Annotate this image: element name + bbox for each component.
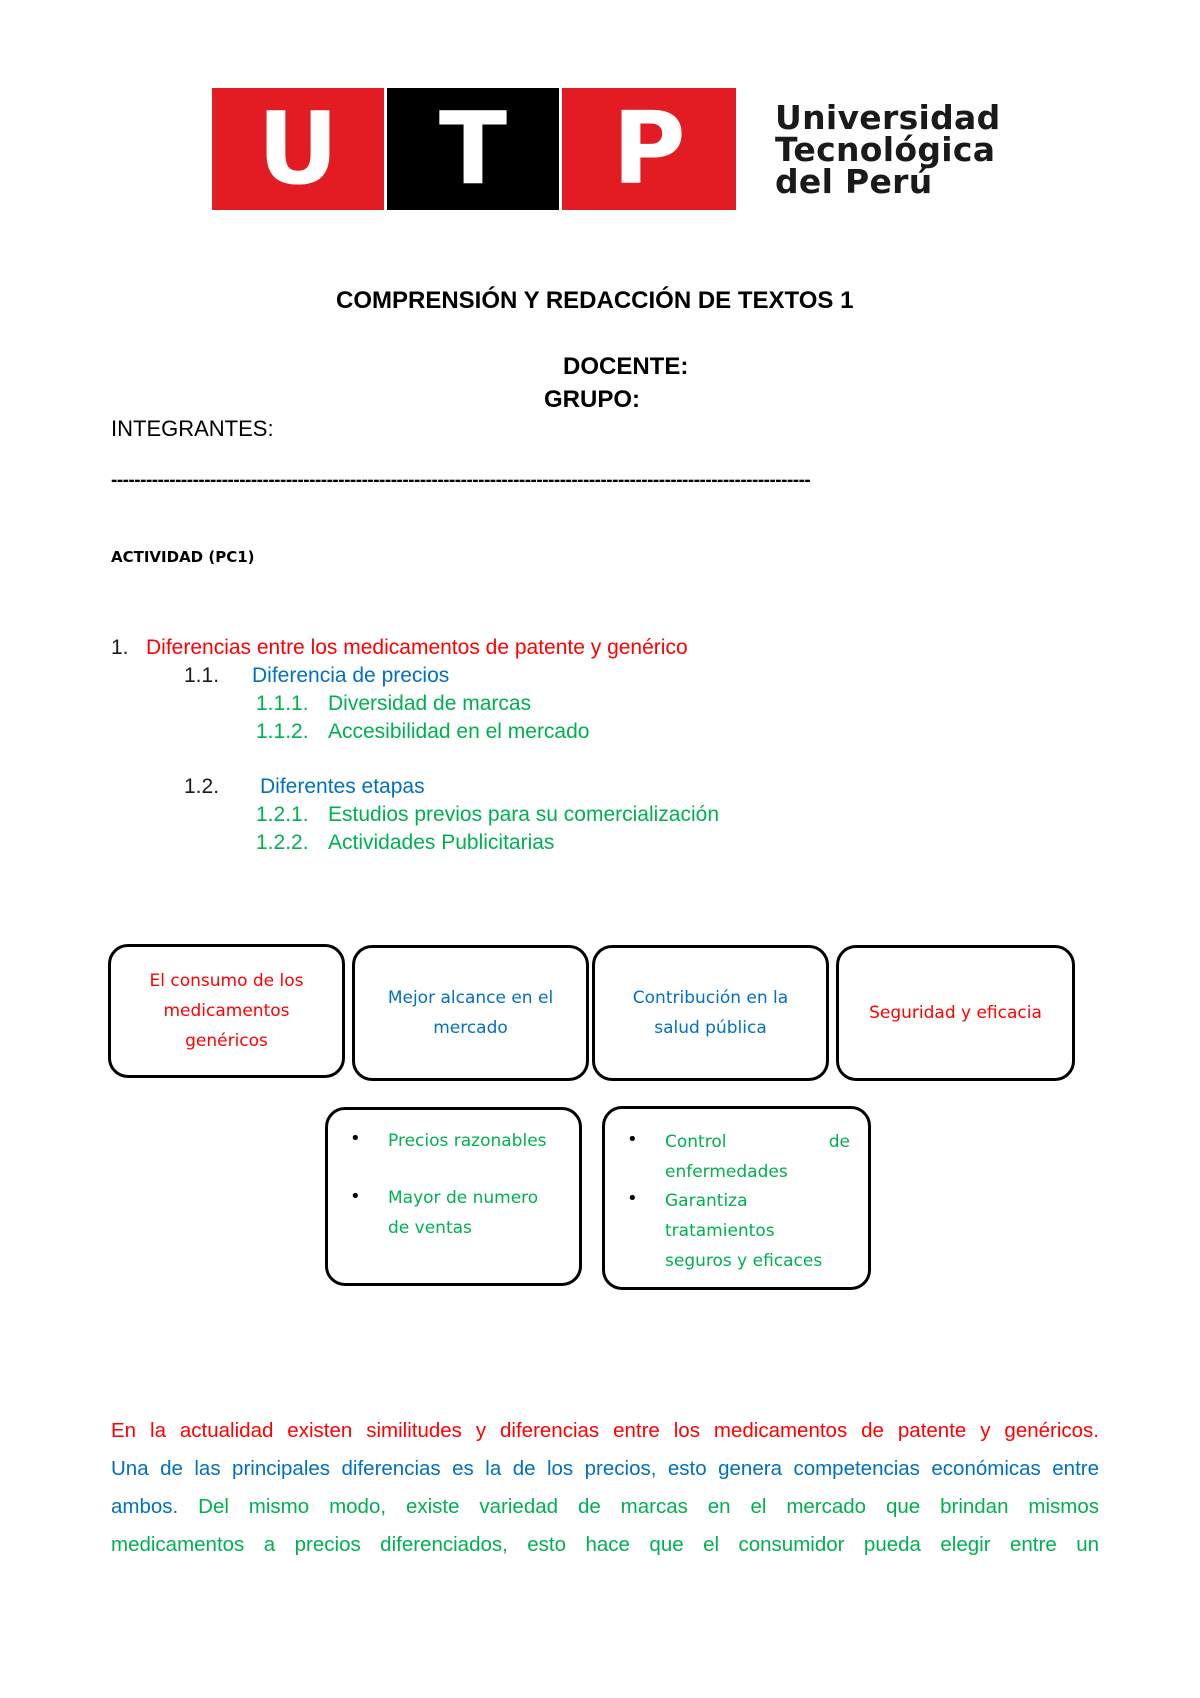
box-line: Contribución en la — [632, 988, 789, 1008]
logo-letter-p: P — [612, 90, 686, 207]
outline-number: 1.2. — [184, 775, 220, 798]
box-safety-efficacy — [836, 945, 1075, 1081]
outline-number: 1.1.2. — [256, 720, 309, 743]
box-line: Mejor alcance en el — [387, 988, 554, 1008]
list-item: Precios razonables — [388, 1131, 547, 1151]
box-line: Seguridad y eficacia — [869, 1003, 1042, 1023]
paragraph-line — [111, 1488, 1099, 1526]
box-public-health — [592, 945, 829, 1081]
box-generic-consumption — [108, 944, 345, 1078]
divider-line: ------------------------------------------------------------------------------------------------------------------------ — [111, 470, 811, 491]
bullet-icon: • — [627, 1129, 638, 1150]
box-market-reach — [352, 945, 589, 1081]
list-item: Garantiza tratamientos seguros y eficaces — [665, 1191, 823, 1271]
logo-block-t — [387, 88, 559, 210]
box-line: mercado — [433, 1018, 508, 1038]
box-line: genéricos — [185, 1031, 268, 1051]
outline-text: Diferentes etapas — [260, 775, 425, 798]
course-title: COMPRENSIÓN Y REDACCIÓN DE TEXTOS 1 — [336, 287, 854, 314]
bullet-icon: • — [350, 1186, 361, 1207]
logo-university-name — [775, 98, 1001, 201]
outline-text: Diferencia de precios — [252, 664, 450, 687]
bullet-icon: • — [627, 1188, 638, 1209]
outline-number: 1.2.2. — [256, 831, 309, 854]
outline-text: Accesibilidad en el mercado — [328, 720, 590, 743]
paragraph-line: En la actualidad existen similitudes y diferencias entre los medicamentos de patente y genéricos. — [111, 1419, 1099, 1442]
logo-letter-u: U — [257, 90, 339, 207]
logo-letter-t: T — [438, 90, 508, 207]
outline-number: 1.2.1. — [256, 803, 309, 826]
paragraph-line: Una de las principales diferencias es la de los precios, esto genera competencias económicas entre — [111, 1457, 1099, 1480]
logo-block-u — [212, 88, 384, 210]
box-line: medicamentos — [163, 1001, 290, 1021]
logo-name-line: del Perú — [775, 162, 933, 201]
outline-number: 1.1.1. — [256, 692, 309, 715]
box-health-benefits — [602, 1106, 871, 1290]
outline-text: Actividades Publicitarias — [328, 831, 555, 854]
list-item-text: de — [828, 1132, 850, 1152]
list-item: Control de enfermedades — [665, 1127, 850, 1187]
group-label: GRUPO: — [544, 386, 640, 413]
teacher-label: DOCENTE: — [563, 353, 689, 380]
list-item-text: Control — [665, 1132, 727, 1152]
box-line: salud pública — [654, 1018, 767, 1038]
activity-heading: ACTIVIDAD (PC1) — [111, 548, 255, 566]
box-line: El consumo de los — [149, 971, 304, 991]
outline-number: 1.1. — [184, 664, 220, 687]
outline-text: Diferencias entre los medicamentos de patente y genérico — [146, 636, 688, 659]
box-price-benefits — [325, 1107, 582, 1286]
members-label: INTEGRANTES: — [111, 416, 274, 441]
paragraph-line: medicamentos a precios diferenciados, esto hace que el consumidor pueda elegir entre un — [111, 1533, 1099, 1556]
logo-block-p — [562, 88, 736, 210]
outline-text: Diversidad de marcas — [328, 692, 532, 715]
logo-name-line: Tecnológica — [775, 130, 996, 169]
logo-name-line: Universidad — [775, 98, 1001, 137]
bullet-icon: • — [350, 1128, 361, 1149]
outline-text: Estudios previos para su comercialización — [328, 803, 720, 826]
paragraph-segment: Del mismo modo, existe variedad de marcas en el mercado que brindan mismos — [198, 1495, 1099, 1518]
outline-number: 1. — [111, 636, 129, 659]
paragraph-segment: ambos. — [111, 1495, 179, 1518]
list-item: Mayor de numero de ventas — [388, 1188, 539, 1238]
